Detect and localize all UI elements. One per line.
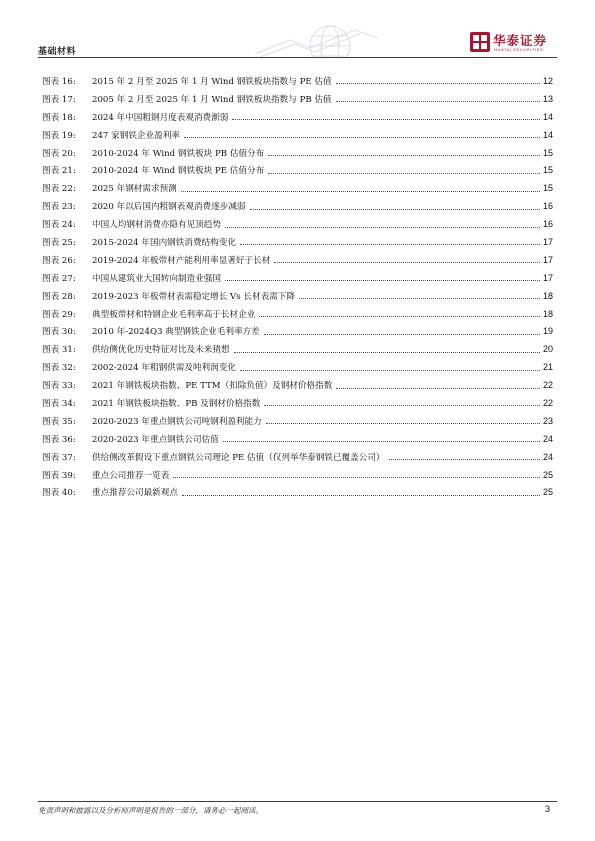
toc-entry-page: 22 xyxy=(542,380,553,391)
toc-entry-page: 23 xyxy=(542,415,553,426)
toc-dot-leader xyxy=(250,209,540,210)
toc-entry-page: 24 xyxy=(542,451,553,462)
toc-entry-title: 典型板带材和特钢企业毛利率高于长材企业 xyxy=(92,309,256,320)
toc-entry-page: 18 xyxy=(542,290,553,301)
toc-entry-page: 15 xyxy=(542,165,553,176)
toc-entry-page: 18 xyxy=(542,308,553,319)
toc-entry-label: 图表 16: xyxy=(42,76,76,87)
toc-entry-label: 图表 32: xyxy=(42,363,76,374)
toc-entry-page: 15 xyxy=(542,147,553,158)
toc-entry-label: 图表 22: xyxy=(42,184,76,195)
toc-entry-title: 供给侧改革假设下重点钢铁公司理论 PE 估值（仅列举华泰钢铁已覆盖公司） xyxy=(92,452,385,463)
toc-entry-page: 20 xyxy=(542,344,553,355)
toc-dot-leader xyxy=(240,370,540,371)
toc-entry-label: 图表 24: xyxy=(42,220,76,231)
toc-entry-page: 13 xyxy=(542,93,553,104)
toc-entry-title: 2002-2024 年粗钢供需及吨利润变化 xyxy=(92,363,236,374)
toc-entry-title: 2021 年钢铁板块指数、PB 及钢材价格指数 xyxy=(92,398,261,409)
toc-entry-page: 15 xyxy=(542,183,553,194)
toc-entry-title: 2021 年钢铁板块指数、PE TTM（扣除负值）及钢材价格指数 xyxy=(92,381,333,392)
header-watermark-graphic xyxy=(250,20,380,58)
toc-entry-label: 图表 34: xyxy=(42,398,76,409)
toc-entry-page: 17 xyxy=(542,272,553,283)
toc-entry[interactable] xyxy=(42,251,553,269)
toc-dot-leader xyxy=(182,495,540,496)
toc-entry[interactable] xyxy=(42,412,553,430)
toc-entry-label: 图表 17: xyxy=(42,94,76,105)
toc-entry[interactable] xyxy=(42,72,553,90)
section-label: 基础材料 xyxy=(38,47,77,57)
toc-entry-title: 重点推荐公司最新观点 xyxy=(92,488,178,499)
header-divider xyxy=(38,57,557,58)
toc-entry[interactable] xyxy=(42,340,553,358)
toc-entry[interactable] xyxy=(42,179,553,197)
toc-entry[interactable] xyxy=(42,358,553,376)
toc-entry-title: 2020-2023 年重点钢铁公司吨钢利盈利能力 xyxy=(92,416,262,427)
toc-entry-label: 图表 29: xyxy=(42,309,76,320)
toc-entry-label: 图表 21: xyxy=(42,166,76,177)
toc-entry[interactable] xyxy=(42,233,553,251)
toc-entry-page: 21 xyxy=(542,362,553,373)
toc-entry-label: 图表 40: xyxy=(42,488,76,499)
toc-dot-leader xyxy=(240,244,540,245)
toc-entry-title: 2015 年 2 月至 2025 年 1 月 Wind 钢铁板块指数与 PE 估值 xyxy=(92,76,332,87)
toc-entry-title: 中国从建筑业大国转向制造业强国 xyxy=(92,273,221,284)
page-header xyxy=(0,0,595,60)
toc-entry-label: 图表 30: xyxy=(42,327,76,338)
toc-entry-title: 重点公司推荐一览表 xyxy=(92,470,170,481)
toc-dot-leader xyxy=(223,441,540,442)
toc-entry-label: 图表 31: xyxy=(42,345,76,356)
toc-dot-leader xyxy=(232,119,540,120)
toc-entry-title: 2019-2024 年板带材产能利用率显著好于长材 xyxy=(92,255,271,266)
toc-entry-label: 图表 39: xyxy=(42,470,76,481)
figure-list xyxy=(42,72,553,501)
toc-entry-label: 图表 27: xyxy=(42,273,76,284)
toc-dot-leader xyxy=(336,83,540,84)
toc-entry[interactable] xyxy=(42,161,553,179)
toc-entry-label: 图表 33: xyxy=(42,381,76,392)
huatai-logo xyxy=(470,31,560,55)
toc-entry[interactable] xyxy=(42,197,553,215)
toc-entry[interactable] xyxy=(42,126,553,144)
toc-entry[interactable] xyxy=(42,287,553,305)
toc-dot-leader xyxy=(268,155,540,156)
toc-entry-page: 19 xyxy=(542,326,553,337)
toc-dot-leader xyxy=(299,298,540,299)
toc-entry-title: 247 家钢铁企业盈利率 xyxy=(92,130,180,141)
toc-entry-title: 2024 年中国粗钢月度表观消费渐弱 xyxy=(92,112,229,123)
toc-dot-leader xyxy=(173,477,540,478)
toc-dot-leader xyxy=(268,173,540,174)
toc-entry-title: 2010-2024 年 Wind 钢铁板块 PB 估值分布 xyxy=(92,148,265,159)
toc-entry-label: 图表 23: xyxy=(42,202,76,213)
toc-entry-title: 中国人均钢材消费亦隐有见顶趋势 xyxy=(92,220,221,231)
toc-entry-label: 图表 37: xyxy=(42,452,76,463)
toc-entry[interactable] xyxy=(42,108,553,126)
toc-entry-title: 2010 年-2024Q3 典型钢铁企业毛利率方差 xyxy=(92,327,260,338)
toc-entry-title: 2015-2024 年国内钢铁消费结构变化 xyxy=(92,237,236,248)
toc-entry-label: 图表 20: xyxy=(42,148,76,159)
toc-entry-label: 图表 35: xyxy=(42,416,76,427)
toc-entry-label: 图表 36: xyxy=(42,434,76,445)
toc-entry-page: 14 xyxy=(542,129,553,140)
toc-dot-leader xyxy=(274,262,540,263)
toc-entry[interactable] xyxy=(42,394,553,412)
toc-entry-label: 图表 26: xyxy=(42,255,76,266)
toc-dot-leader xyxy=(264,334,540,335)
toc-entry[interactable] xyxy=(42,483,553,501)
toc-dot-leader xyxy=(266,423,540,424)
toc-dot-leader xyxy=(184,137,540,138)
toc-entry-label: 图表 18: xyxy=(42,112,76,123)
toc-entry-page: 25 xyxy=(542,487,553,498)
toc-entry[interactable] xyxy=(42,448,553,466)
toc-entry-title: 2005 年 2 月至 2025 年 1 月 Wind 钢铁板块指数与 PB 估值 xyxy=(92,94,332,105)
toc-entry-page: 17 xyxy=(542,236,553,247)
toc-entry-page: 25 xyxy=(542,469,553,480)
toc-entry[interactable] xyxy=(42,305,553,323)
toc-dot-leader xyxy=(181,191,540,192)
toc-entry[interactable] xyxy=(42,90,553,108)
toc-entry-label: 图表 25: xyxy=(42,237,76,248)
toc-dot-leader xyxy=(389,459,540,460)
toc-dot-leader xyxy=(234,352,540,353)
logo-text-en: HUATAI SECURITIES xyxy=(494,47,544,52)
toc-entry-title: 2010-2024 年 Wind 钢铁板块 PE 估值分布 xyxy=(92,166,265,177)
toc-entry-title: 2020 年以后国内粗钢表观消费逐步减弱 xyxy=(92,202,246,213)
toc-entry[interactable] xyxy=(42,215,553,233)
toc-dot-leader xyxy=(336,388,540,389)
toc-entry[interactable] xyxy=(42,376,553,394)
toc-entry-title: 供给侧优化历史特征对比及未来猜想 xyxy=(92,345,230,356)
toc-entry-label: 图表 28: xyxy=(42,291,76,302)
toc-dot-leader xyxy=(225,280,540,281)
toc-entry-page: 22 xyxy=(542,397,553,408)
page-number: 3 xyxy=(545,804,551,814)
toc-entry-title: 2019-2023 年板带材表需稳定增长 Vs 长材表需下降 xyxy=(92,291,295,302)
toc-entry-page: 16 xyxy=(542,201,553,212)
logo-text-cn: 华泰证券 xyxy=(493,33,548,48)
footer-disclaimer: 免责声明和披露以及分析师声明是报告的一部分，请务必一起阅读。 xyxy=(38,806,263,815)
toc-entry[interactable] xyxy=(42,269,553,287)
toc-entry[interactable] xyxy=(42,144,553,162)
footer-divider xyxy=(38,801,557,802)
toc-dot-leader xyxy=(225,227,540,228)
toc-dot-leader xyxy=(264,405,540,406)
toc-entry-title: 2025 年钢材需求预测 xyxy=(92,184,177,195)
toc-entry[interactable] xyxy=(42,430,553,448)
toc-entry[interactable] xyxy=(42,466,553,484)
toc-entry-label: 图表 19: xyxy=(42,130,76,141)
toc-entry-title: 2020-2023 年重点钢铁公司估值 xyxy=(92,434,219,445)
toc-entry-page: 24 xyxy=(542,433,553,444)
toc-dot-leader xyxy=(336,101,540,102)
toc-entry-page: 14 xyxy=(542,111,553,122)
toc-entry-page: 12 xyxy=(542,75,553,86)
toc-entry[interactable] xyxy=(42,322,553,340)
toc-entry-page: 16 xyxy=(542,219,553,230)
toc-entry-page: 17 xyxy=(542,254,553,265)
toc-dot-leader xyxy=(259,316,540,317)
huatai-logo-icon xyxy=(470,32,490,52)
